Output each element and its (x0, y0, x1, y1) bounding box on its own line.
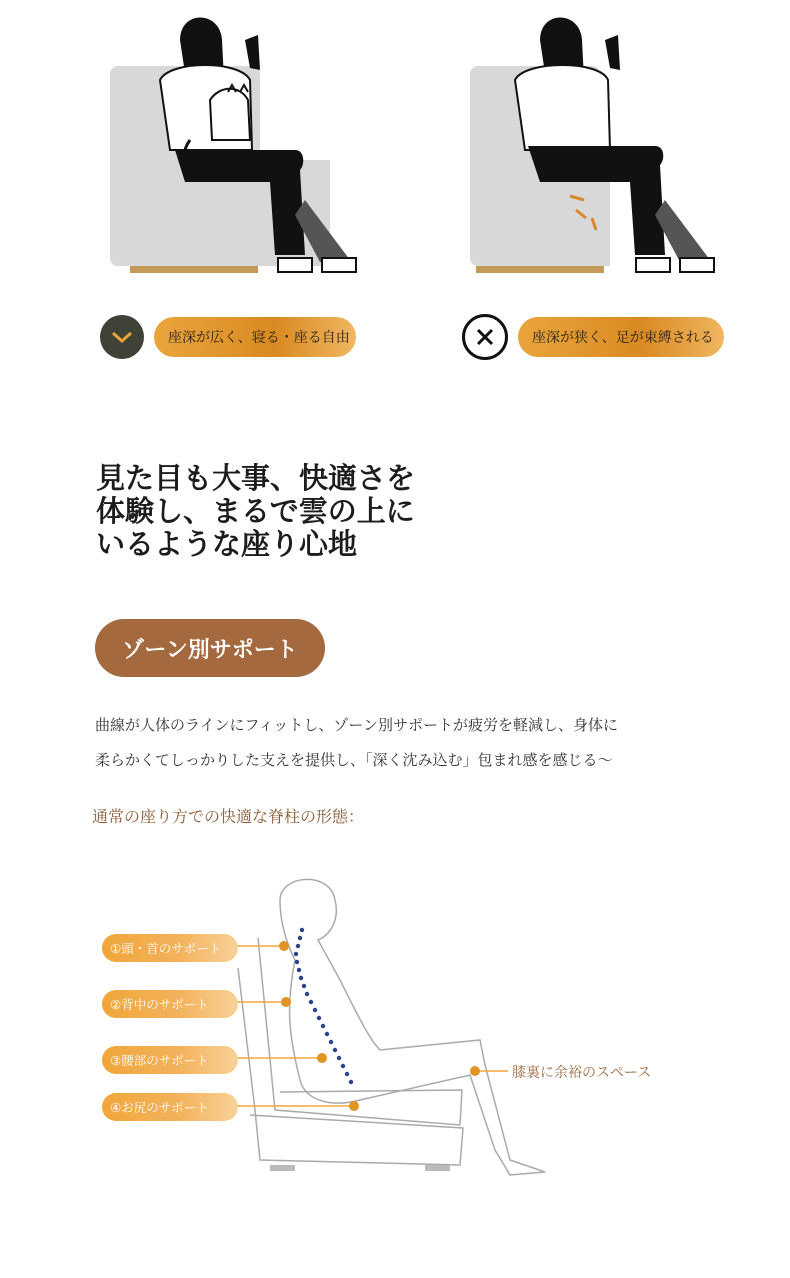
page-headline: 見た目も大事、快適さを 体験し、まるで雲の上に いるような座り心地 (96, 461, 416, 561)
bad-verdict (462, 314, 724, 360)
sitting-figure-illustration (90, 860, 730, 1190)
spine-support-diagram (90, 860, 730, 1190)
description-line-1: 曲線が人体のラインにフィットし、ゾーン別サポートが疲労を軽減し、身体に (95, 716, 619, 734)
good-verdict (100, 314, 356, 360)
narrow-seat-illustration (460, 0, 730, 290)
bad-verdict-label: 座深が狭く、足が束縛される (518, 317, 724, 357)
support-label-head: ①頭・首のサポート (102, 934, 238, 962)
close-icon (462, 314, 508, 360)
description-line-2: 柔らかくてしっかりした支えを提供し、「深く沈み込む」包まれ感を感じる〜 (95, 751, 613, 769)
spine-subheading: 通常の座り方での快適な脊柱の形態： (92, 807, 365, 826)
support-label-waist: ③腰部のサポート (102, 1046, 238, 1074)
description-text (95, 708, 715, 778)
support-label-hip: ④お尻のサポート (102, 1093, 238, 1121)
zone-support-badge: ゾーン別サポート (95, 619, 325, 677)
check-icon (100, 315, 144, 359)
support-label-back: ②背中のサポート (102, 990, 238, 1018)
good-verdict-label: 座深が広く、寝る・座る自由 (154, 317, 356, 357)
wide-seat-illustration (100, 0, 370, 290)
knee-space-label: 膝裏に余裕のスペース (512, 1065, 652, 1081)
